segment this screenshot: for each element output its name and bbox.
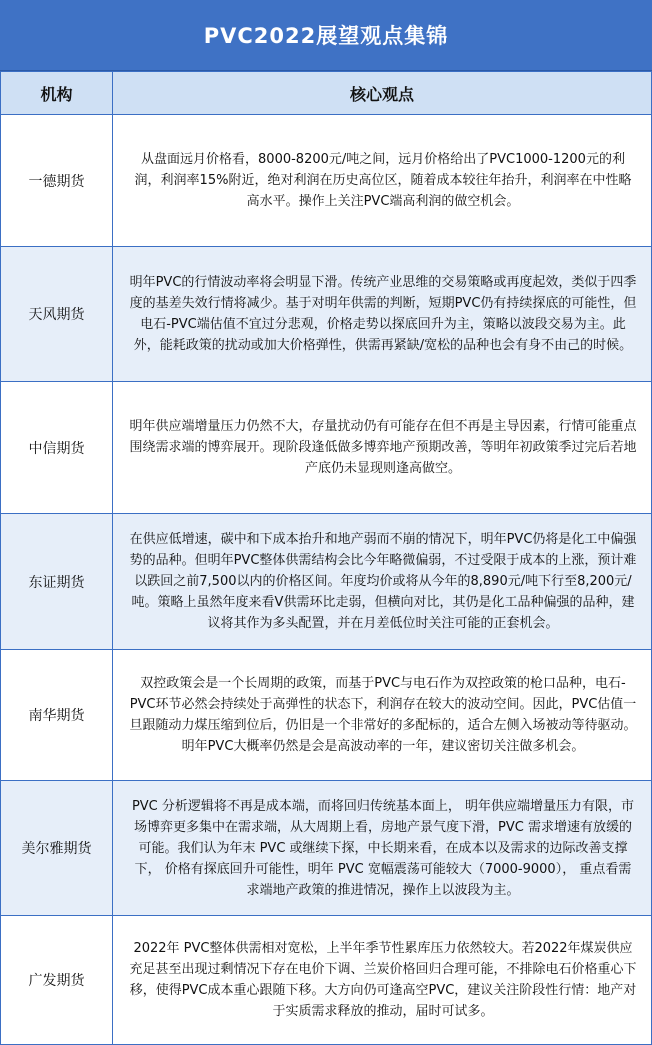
page-title: PVC2022展望观点集锦 bbox=[0, 0, 652, 71]
table-row bbox=[1, 650, 652, 781]
table-header-row bbox=[1, 72, 652, 115]
table-row bbox=[1, 382, 652, 514]
table-row bbox=[1, 781, 652, 916]
viewpoint-table bbox=[0, 71, 652, 1045]
table-row bbox=[1, 247, 652, 382]
view-cell: 2022年 PVC整体供需相对宽松，上半年季节性累库压力依然较大。若2022年煤炭供应充足甚至出现过剩情况下存在电价下调、兰炭价格回归合理可能，不排除电石价格重心下移，使得PVC成本重心跟随下移。大方向仍可逢高空PVC，建议关注阶段性行情：地产对于实质需求释放的推动，届时可试多。 bbox=[113, 916, 652, 1045]
org-cell: 广发期货 bbox=[1, 916, 113, 1045]
view-cell: 双控政策会是一个长周期的政策，而基于PVC与电石作为双控政策的枪口品种，电石-PVC环节必然会持续处于高弹性的状态下，利润存在较大的波动空间。因此，PVC估值一旦跟随动力煤压缩到位后，仍旧是一个非常好的多配标的，适合左侧入场被动等待驱动。明年PVC大概率仍然是会是高波动率的一年，建议密切关注做多机会。 bbox=[113, 650, 652, 781]
table-row bbox=[1, 514, 652, 650]
view-cell: 在供应低增速，碳中和下成本抬升和地产弱而不崩的情况下，明年PVC仍将是化工中偏强势的品种。但明年PVC整体供需结构会比今年略微偏弱，不过受限于成本的上涨，预计难以跌回之前7,500以内的价格区间。年度均价或将从今年的8,890元/吨下行至8,200元/吨。策略上虽然年度来看V供需环比走弱，但横向对比，其仍是化工品种偏强的品种，建议将其作为多头配置，并在月差低位时关注可能的正套机会。 bbox=[113, 514, 652, 650]
org-cell: 一德期货 bbox=[1, 115, 113, 247]
header-org: 机构 bbox=[1, 72, 113, 115]
table-row bbox=[1, 916, 652, 1045]
view-cell: 明年供应端增量压力仍然不大，存量扰动仍有可能存在但不再是主导因素，行情可能重点围绕需求端的博弈展开。现阶段逢低做多博弈地产预期改善，等明年初政策季过完后若地产底仍未显现则逢高做空。 bbox=[113, 382, 652, 514]
org-cell: 中信期货 bbox=[1, 382, 113, 514]
header-view: 核心观点 bbox=[113, 72, 652, 115]
org-cell: 天风期货 bbox=[1, 247, 113, 382]
org-cell: 南华期货 bbox=[1, 650, 113, 781]
view-cell: 从盘面远月价格看，8000-8200元/吨之间，远月价格给出了PVC1000-1200元的利润，利润率15%附近，绝对利润在历史高位区，随着成本较往年抬升，利润率在中性略高水平。操作上关注PVC端高利润的做空机会。 bbox=[113, 115, 652, 247]
view-cell: PVC 分析逻辑将不再是成本端，而将回归传统基本面上， 明年供应端增量压力有限，市场博弈更多集中在需求端，从大周期上看，房地产景气度下滑，PVC 需求增速有放缓的可能。我们认为年末 PVC 或继续下探，中长期来看，在成本以及需求的边际改善支撑下， 价格有探底回升可能性，明年 PVC 宽幅震荡可能较大（7000-9000）， 重点看需求端地产政策的推进情况，操作上以波段为主。 bbox=[113, 781, 652, 916]
org-cell: 美尔雅期货 bbox=[1, 781, 113, 916]
org-cell: 东证期货 bbox=[1, 514, 113, 650]
table-row bbox=[1, 115, 652, 247]
view-cell: 明年PVC的行情波动率将会明显下滑。传统产业思维的交易策略或再度起效，类似于四季度的基差失效行情将减少。基于对明年供需的判断，短期PVC仍有持续探底的可能性，但电石-PVC端估值不宜过分悲观，价格走势以探底回升为主，策略以波段交易为主。此外，能耗政策的扰动或加大价格弹性，供需再紧缺/宽松的品种也会有身不由己的时候。 bbox=[113, 247, 652, 382]
